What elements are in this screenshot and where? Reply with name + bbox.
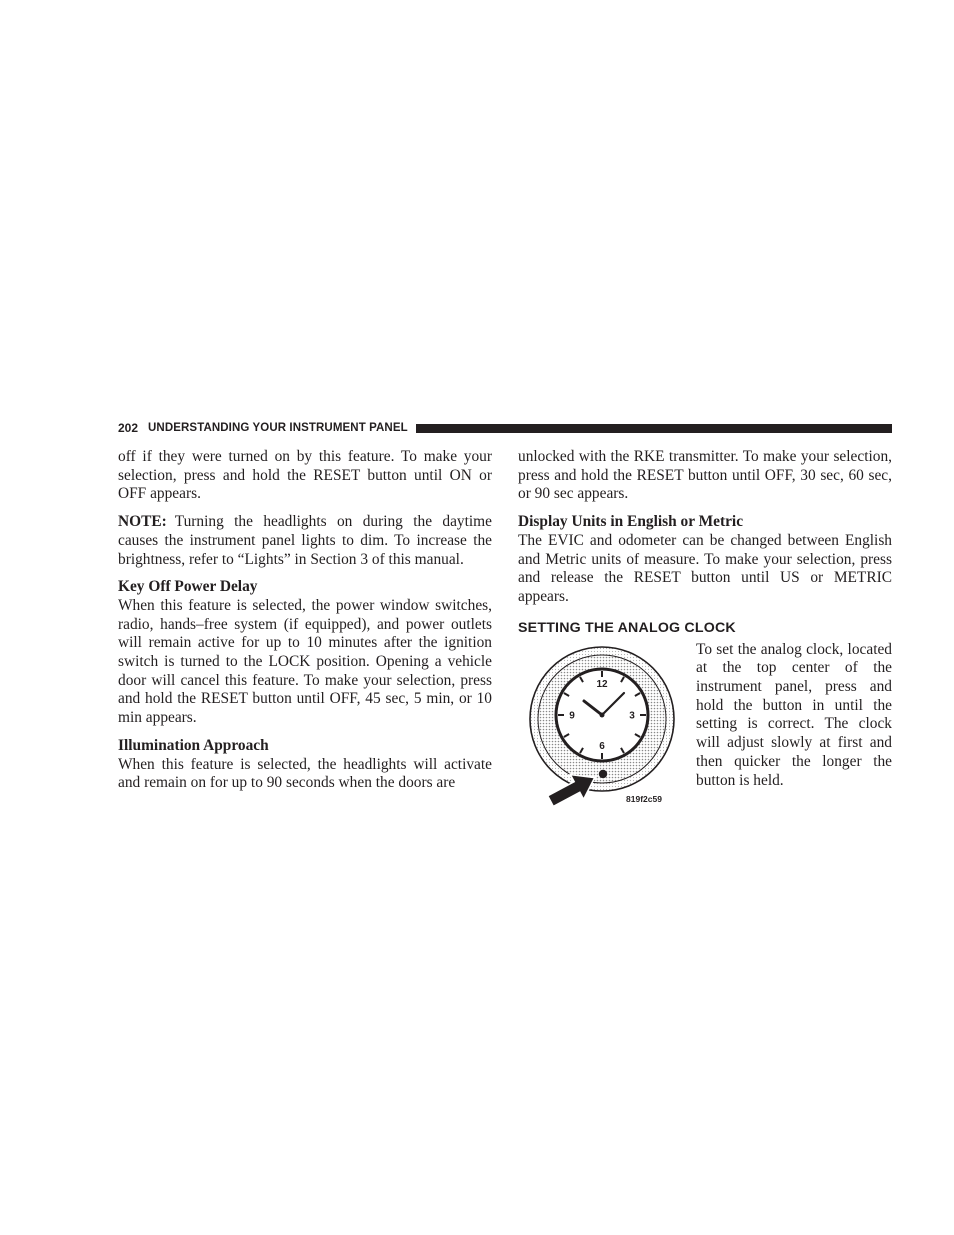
clock-hub xyxy=(600,712,605,717)
key-off-paragraph: When this feature is selected, the power window switches, radio, hands–free system (if equipped), and power outlets will remain active for up to 10 minutes after the ignition switch is turned to the LOCK position. Opening a vehicle door will cancel this feature. To make your selection, press and hold the RESET button until OFF, 45 sec, 5 min, or 10 min appears. xyxy=(118,596,492,727)
page-number: 202 xyxy=(118,421,139,435)
note-paragraph xyxy=(118,513,492,569)
clock-numeral-9: 9 xyxy=(569,710,575,722)
section-title: UNDERSTANDING YOUR INSTRUMENT PANEL xyxy=(148,422,408,434)
intro-paragraph: off if they were turned on by this feature. To make your selection, press and hold the RESET button until ON or OFF appears. xyxy=(118,448,492,503)
display-units-heading: Display Units in English or Metric xyxy=(518,513,744,531)
header-rule xyxy=(416,424,892,433)
clock-section xyxy=(518,641,892,821)
display-units-paragraph: The EVIC and odometer can be changed between English and Metric units of measure. To make your selection, press and release the RESET button until US or METRIC appears. xyxy=(518,531,892,605)
page-header xyxy=(118,419,892,437)
clock-numeral-12: 12 xyxy=(596,678,608,690)
note-label: NOTE: xyxy=(118,513,167,531)
right-column xyxy=(518,448,892,821)
illumination-paragraph: When this feature is selected, the headlights will activate and remain on for up to 90 seconds when the doors are xyxy=(118,755,492,792)
left-column xyxy=(118,448,492,793)
clock-set-button xyxy=(599,769,607,777)
clock-heading: SETTING THE ANALOG CLOCK xyxy=(518,619,736,636)
clock-numeral-3: 3 xyxy=(629,710,635,722)
clock-numeral-6: 6 xyxy=(599,740,605,752)
clock-paragraph: To set the analog clock, located at the top center of the instrument panel, press and hold the button in until the setting is correct. The clock will adjust slowly at first and then quicker the longer the button is held. xyxy=(696,640,892,789)
continued-paragraph: unlocked with the RKE transmitter. To make your selection, press and hold the RESET button until OFF, 30 sec, 60 sec, or 90 sec appears. xyxy=(518,448,892,503)
illumination-heading: Illumination Approach xyxy=(118,736,269,754)
figure-id: 819f2c59 xyxy=(626,793,662,804)
analog-clock-figure xyxy=(518,641,688,816)
key-off-heading: Key Off Power Delay xyxy=(118,578,258,596)
note-text: Turning the headlights on during the daytime causes the instrument panel lights to dim. To increase the brightness, refer to “Lights” in Section 3 of this manual. xyxy=(118,513,492,568)
